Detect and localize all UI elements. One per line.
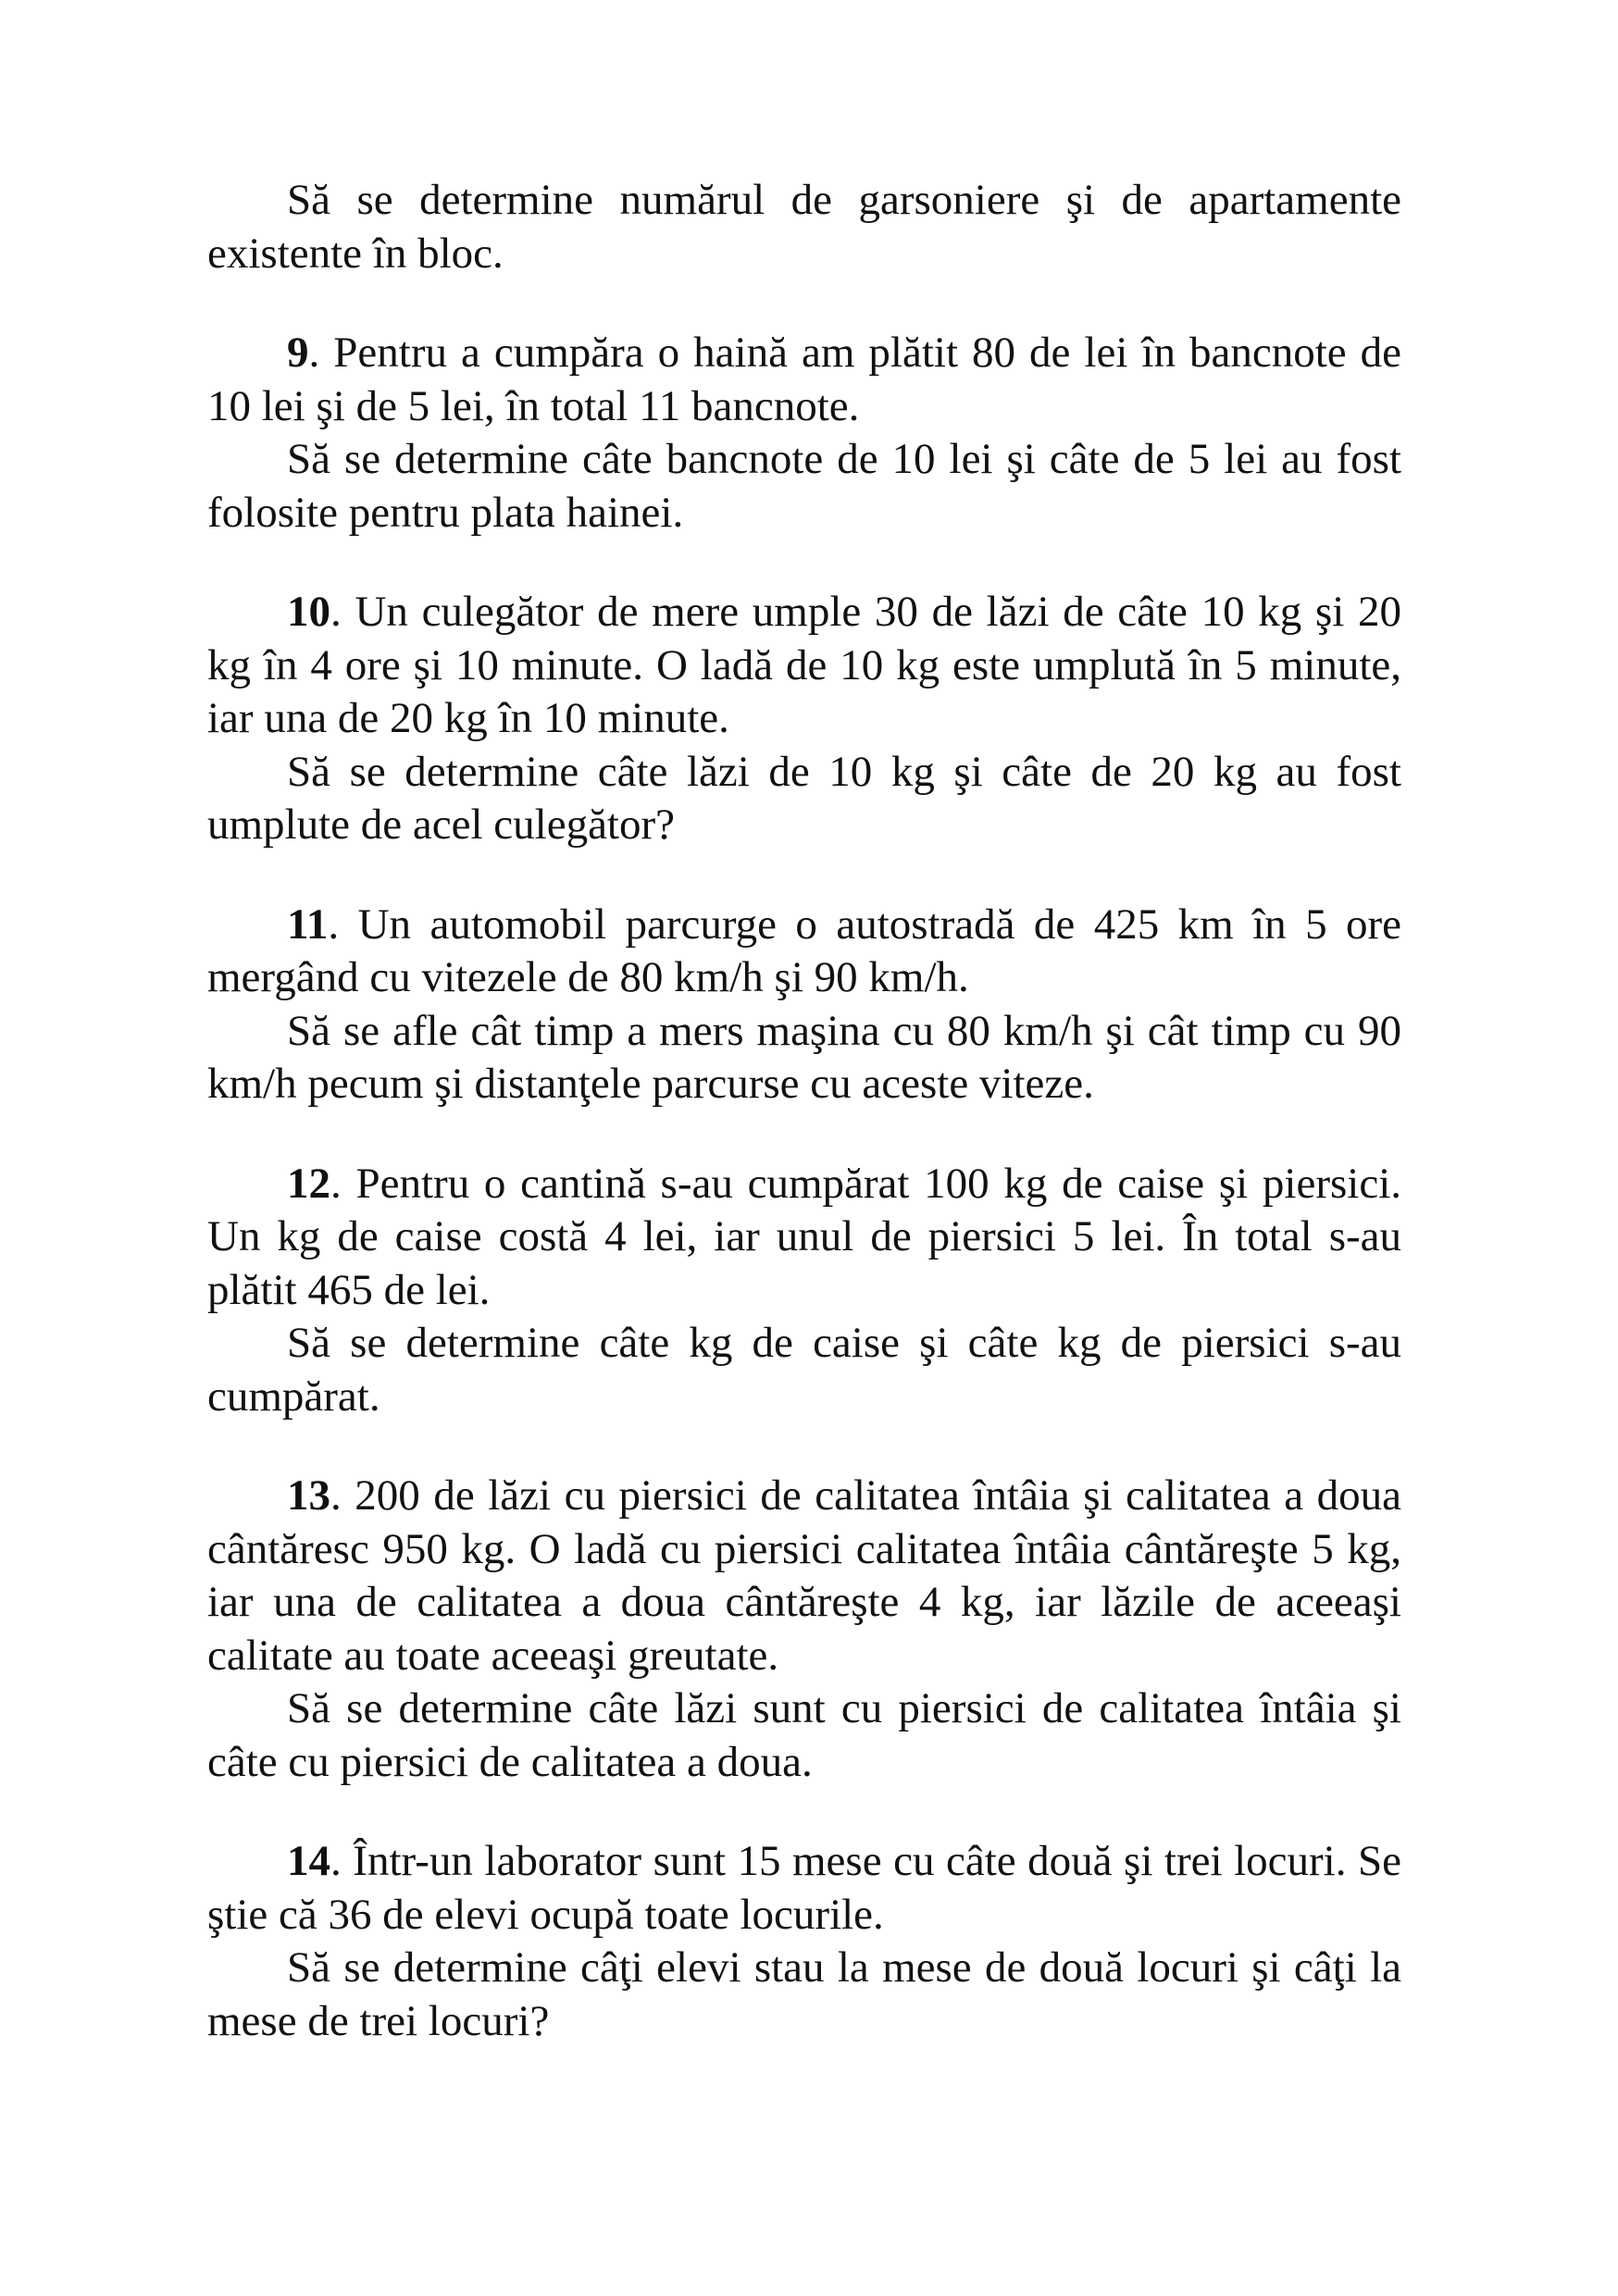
problem-9 <box>207 327 1401 540</box>
problem-statement-text: Pentru a cumpăra o haină am plătit 80 de lei în bancnote de 10 lei şi de 5 lei, în total 11 bancnote. <box>207 329 1401 430</box>
problem-number: 14 <box>287 1837 330 1885</box>
problem-question: Să se determine câte bancnote de 10 lei şi câte de 5 lei au fost folosite pentru plata hainei. <box>207 435 1401 537</box>
problem-question: Să se determine câte lăzi sunt cu piersici de calitatea întâia şi câte cu piersici de calitatea a doua. <box>207 1684 1401 1786</box>
problem-number: 12 <box>287 1159 330 1208</box>
problem-statement: 14. Într-un laborator sunt 15 mese cu câte două şi trei locuri. Se ştie că 36 de elevi ocupă toate locurile. <box>207 1837 1402 1939</box>
problem-question: Să se determine câte lăzi de 10 kg şi câte de 20 kg au fost umplute de acel culegător? <box>207 747 1401 849</box>
page-content <box>207 174 1401 2094</box>
problem-statement: 9. Pentru a cumpăra o haină am plătit 80 de lei în bancnote de 10 lei şi de 5 lei, în total 11 bancnote. <box>207 329 1401 430</box>
problem-statement-text: Un automobil parcurge o autostradă de 425 km în 5 ore mergând cu vitezele de 80 km/h şi 90 km/h. <box>207 900 1401 1001</box>
problem-statement: 12. Pentru o cantină s-au cumpărat 100 kg de caise şi piersici. Un kg de caise costă 4 lei, iar unul de piersici 5 lei. În total s-au plătit 465 de lei. <box>207 1159 1402 1314</box>
problem-number: 9 <box>287 329 309 377</box>
problem-11 <box>207 899 1401 1111</box>
intro-text: Să se determine numărul de garsoniere şi de apartamente existente în bloc. <box>207 176 1401 278</box>
problem-question: Să se determine câte kg de caise şi câte kg de piersici s-au cumpărat. <box>207 1319 1401 1421</box>
problem-10 <box>207 586 1401 852</box>
problem-number: 13 <box>287 1471 330 1520</box>
problem-question: Să se afle cât timp a mers maşina cu 80 km/h şi cât timp cu 90 km/h pecum şi distanţele parcurse cu aceste viteze. <box>207 1006 1401 1108</box>
problem-question: Să se determine câţi elevi stau la mese de două locuri şi câţi la mese de trei locuri? <box>207 1943 1401 2045</box>
problem-statement-text: Un culegător de mere umple 30 de lăzi de câte 10 kg şi 20 kg în 4 ore şi 10 minute. O ladă de 10 kg este umplută în 5 minute, iar una de 20 kg în 10 minute. <box>207 588 1401 742</box>
problem-statement: 10. Un culegător de mere umple 30 de lăzi de câte 10 kg şi 20 kg în 4 ore şi 10 minute. O ladă de 10 kg este umplută în 5 minute, iar una de 20 kg în 10 minute. <box>207 588 1401 742</box>
problem-number: 10 <box>287 588 330 636</box>
intro-block <box>207 174 1401 280</box>
problem-statement-text: Într-un laborator sunt 15 mese cu câte două şi trei locuri. Se ştie că 36 de elevi ocupă toate locurile. <box>207 1837 1402 1939</box>
problem-statement: 11. Un automobil parcurge o autostradă de 425 km în 5 ore mergând cu vitezele de 80 km/h şi 90 km/h. <box>207 900 1401 1001</box>
problem-statement-text: 200 de lăzi cu piersici de calitatea întâia şi calitatea a doua cântăresc 950 kg. O ladă cu piersici calitatea întâia cântăreşte 5 kg, iar una de calitatea a doua cântăreşte 4 kg, iar lăzile de aceeaşi calitate au toate aceeaşi greutate. <box>207 1471 1401 1680</box>
problem-14 <box>207 1835 1401 2048</box>
problem-number: 11 <box>287 900 329 949</box>
problem-12 <box>207 1158 1401 1424</box>
problem-statement: 13. 200 de lăzi cu piersici de calitatea întâia şi calitatea a doua cântăresc 950 kg. O ladă cu piersici calitatea întâia cântăreşte 5 kg, iar una de calitatea a doua cântăreşte 4 kg, iar lăzile de aceeaşi calitate au toate aceeaşi greutate. <box>207 1471 1401 1680</box>
problem-13 <box>207 1470 1401 1789</box>
problem-statement-text: Pentru o cantină s-au cumpărat 100 kg de caise şi piersici. Un kg de caise costă 4 lei, iar unul de piersici 5 lei. În total s-au plătit 465 de lei. <box>207 1159 1402 1314</box>
